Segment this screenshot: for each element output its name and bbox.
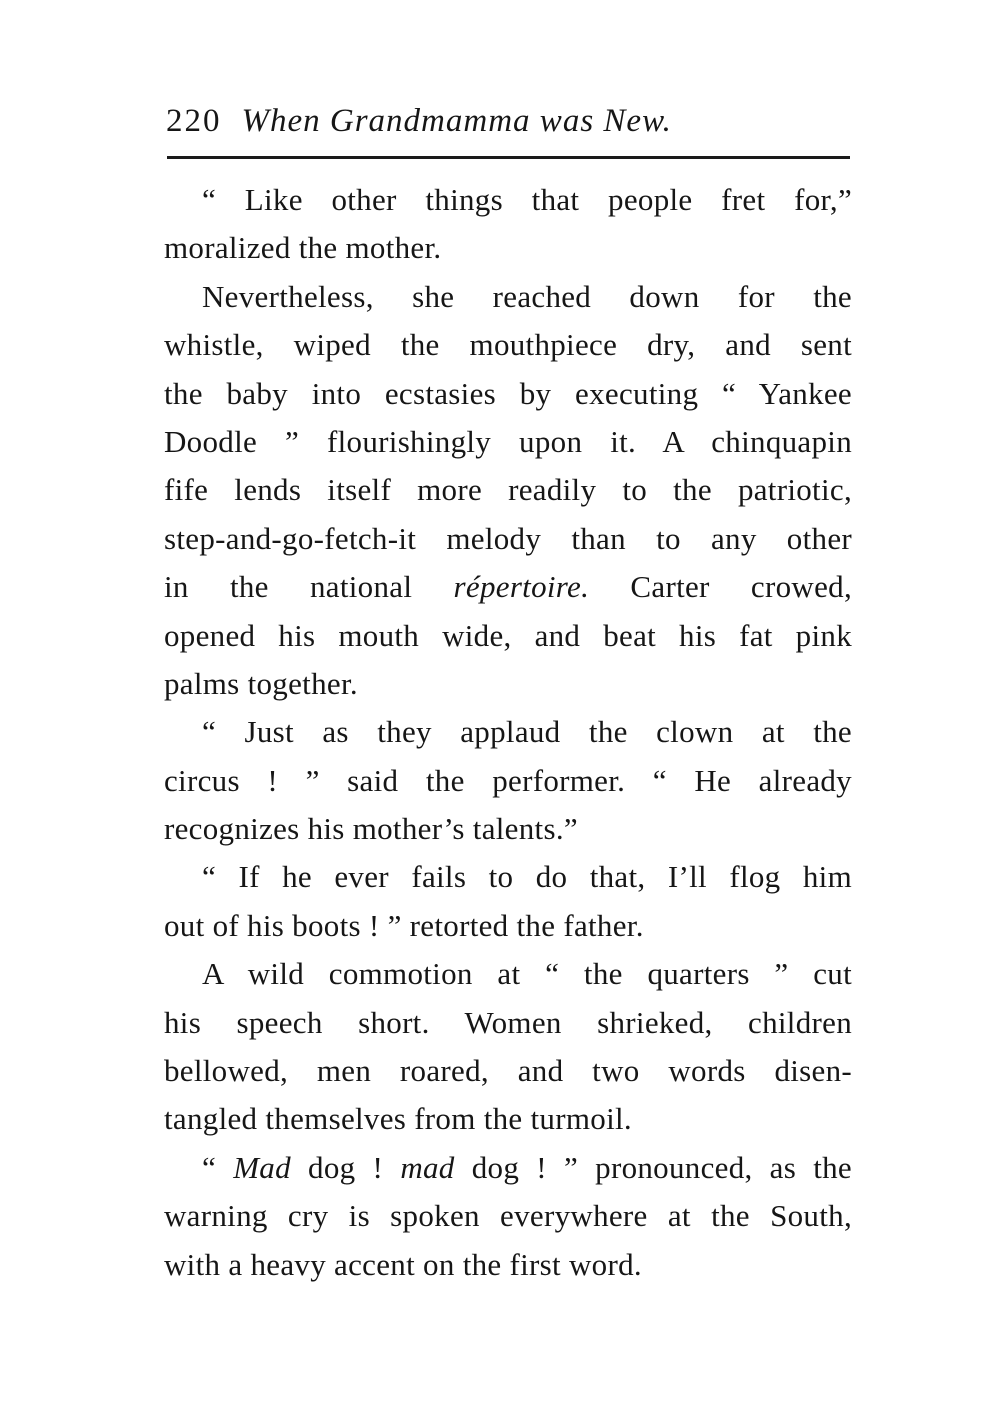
text-line: opened his mouth wide, and beat his fat pink	[164, 617, 852, 653]
text-line: “ Like other things that people fret for,”	[202, 182, 852, 217]
text-fragment: dog !	[308, 1149, 384, 1185]
text-line	[164, 563, 852, 611]
text-fragment: Carter crowed,	[630, 569, 852, 605]
text-line: moralized the mother.	[164, 230, 442, 266]
text-line: palms together.	[164, 665, 358, 701]
italic-word: répertoire.	[453, 569, 590, 605]
text-line: his speech short. Women shrieked, children	[164, 1004, 852, 1040]
text-fragment: “	[202, 1149, 217, 1185]
text-line: circus ! ” said the performer. “ He already	[164, 762, 852, 798]
header-rule	[167, 156, 850, 159]
text-line: “ Just as they applaud the clown at the	[202, 714, 852, 750]
body-text	[164, 176, 852, 1289]
text-line	[164, 1144, 852, 1192]
text-line: the baby into ecstasies by executing “ Yankee	[164, 375, 852, 411]
italic-word: mad	[400, 1149, 455, 1185]
text-line: “ If he ever fails to do that, I’ll flog him	[202, 859, 852, 895]
text-line: fife lends itself more readily to the patriotic,	[164, 472, 852, 508]
running-title: When Grandmamma was New.	[241, 103, 672, 139]
text-line: with a heavy accent on the first word.	[164, 1246, 642, 1282]
text-line: recognizes his mother’s talents.”	[164, 811, 578, 847]
text-line: whistle, wiped the mouthpiece dry, and sent	[164, 327, 852, 363]
text-line: warning cry is spoken everywhere at the South,	[164, 1198, 852, 1234]
page-number: 220	[166, 103, 222, 139]
text-line: bellowed, men roared, and two words disen-	[164, 1053, 852, 1089]
text-line: tangled themselves from the turmoil.	[164, 1101, 632, 1137]
italic-word: Mad	[233, 1149, 291, 1185]
text-line: out of his boots ! ” retorted the father.	[164, 907, 644, 943]
text-fragment: dog ! ” pronounced, as the	[471, 1149, 852, 1185]
text-line: Nevertheless, she reached down for the	[202, 278, 852, 314]
text-fragment: in the national	[164, 569, 413, 605]
page-header	[166, 98, 856, 144]
text-line: Doodle ” flourishingly upon it. A chinquapin	[164, 423, 852, 459]
text-line: step-and-go-fetch-it melody than to any other	[164, 520, 852, 556]
text-line: A wild commotion at “ the quarters ” cut	[202, 956, 852, 992]
